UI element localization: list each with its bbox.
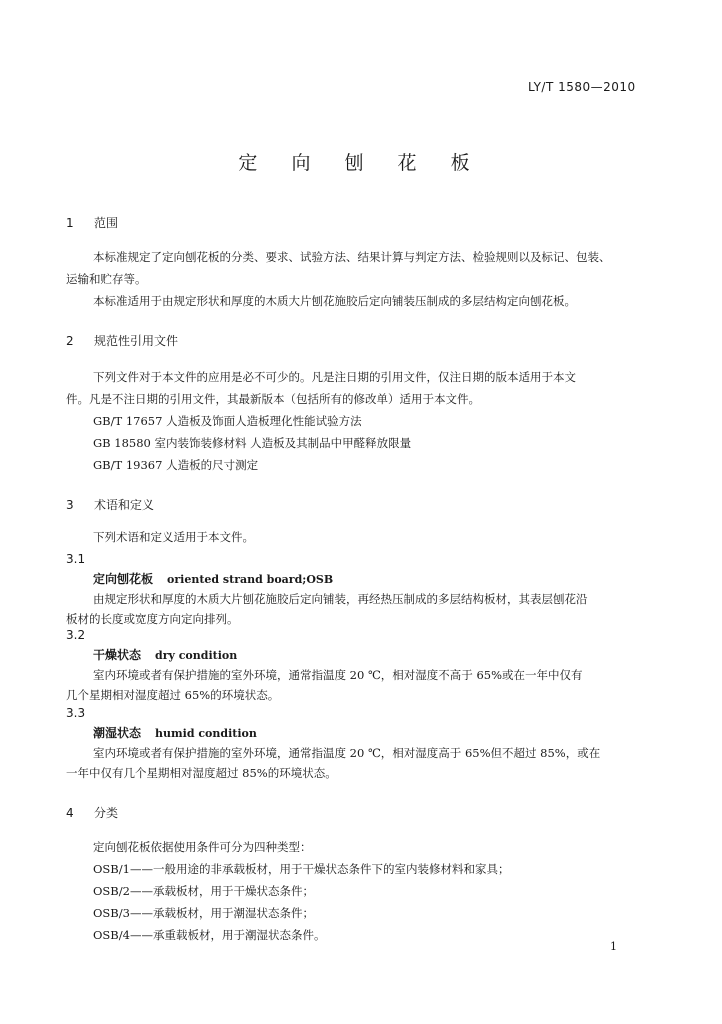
section-title: 规范性引用文件 xyxy=(94,334,179,348)
term-title xyxy=(93,724,257,741)
term-definition: 几个星期相对湿度超过 65%的环境状态。 xyxy=(66,688,280,702)
section-number: 1 xyxy=(66,216,74,230)
section-number: 3 xyxy=(66,498,74,512)
section-4-heading xyxy=(66,804,118,821)
section-title: 分类 xyxy=(94,806,119,820)
paragraph: 下列术语和定义适用于本文件。 xyxy=(93,530,254,544)
paragraph: 运输和贮存等。 xyxy=(66,272,147,286)
paragraph: 本标准适用于由规定形状和厚度的木质大片刨花施胶后定向铺装压制成的多层结构定向刨花板。 xyxy=(93,294,576,308)
term-cn: 干燥状态 xyxy=(93,648,142,662)
term-definition: 室内环境或者有保护措施的室外环境，通常指温度 20 ℃，相对湿度不高于 65%或在一年中仅有 xyxy=(93,668,583,682)
document-title: 定 向 刨 花 板 xyxy=(238,152,484,174)
reference-item: GB 18580 室内装饰装修材料 人造板及其制品中甲醛释放限量 xyxy=(93,436,412,450)
reference-item: GB/T 17657 人造板及饰面人造板理化性能试验方法 xyxy=(93,414,362,428)
term-cn: 定向刨花板 xyxy=(93,572,154,586)
list-item: OSB/1——一般用途的非承载板材，用于干燥状态条件下的室内装修材料和家具； xyxy=(93,862,510,876)
reference-item: GB/T 19367 人造板的尺寸测定 xyxy=(93,458,259,472)
section-title: 范围 xyxy=(94,216,119,230)
document-code: LY/T 1580—2010 xyxy=(528,80,636,94)
paragraph: 件。凡是不注日期的引用文件，其最新版本（包括所有的修改单）适用于本文件。 xyxy=(66,392,480,406)
list-item: OSB/3——承载板材，用于潮湿状态条件； xyxy=(93,906,314,920)
term-title xyxy=(93,570,333,587)
term-en: humid condition xyxy=(155,727,257,740)
term-cn: 潮湿状态 xyxy=(93,726,142,740)
section-number: 4 xyxy=(66,806,74,820)
term-definition: 由规定形状和厚度的木质大片刨花施胶后定向铺装，再经热压制成的多层结构板材，其表层刨花沿 xyxy=(93,592,588,606)
term-definition: 室内环境或者有保护措施的室外环境，通常指温度 20 ℃，相对湿度高于 65%但不超过 85%，或在 xyxy=(93,746,601,760)
term-title xyxy=(93,646,237,663)
page-number: 1 xyxy=(610,940,617,953)
list-item: OSB/2——承载板材，用于干燥状态条件； xyxy=(93,884,314,898)
section-2-heading xyxy=(66,332,178,349)
paragraph: 定向刨花板依据使用条件可分为四种类型： xyxy=(93,840,312,854)
term-definition: 一年中仅有几个星期相对湿度超过 85%的环境状态。 xyxy=(66,766,337,780)
list-item: OSB/4——承重载板材，用于潮湿状态条件。 xyxy=(93,928,326,942)
term-number: 3.2 xyxy=(66,628,86,642)
term-en: oriented strand board;OSB xyxy=(167,573,334,586)
section-title: 术语和定义 xyxy=(94,498,155,512)
term-en: dry condition xyxy=(155,649,238,662)
term-number: 3.3 xyxy=(66,706,86,720)
paragraph: 下列文件对于本文件的应用是必不可少的。凡是注日期的引用文件，仅注日期的版本适用于本文 xyxy=(93,370,576,384)
term-definition: 板材的长度或宽度方向定向排列。 xyxy=(66,612,239,626)
paragraph: 本标准规定了定向刨花板的分类、要求、试验方法、结果计算与判定方法、检验规则以及标记、包装、 xyxy=(93,250,611,264)
section-3-heading xyxy=(66,496,154,513)
term-number: 3.1 xyxy=(66,552,86,566)
section-number: 2 xyxy=(66,334,74,348)
section-1-heading xyxy=(66,214,118,231)
